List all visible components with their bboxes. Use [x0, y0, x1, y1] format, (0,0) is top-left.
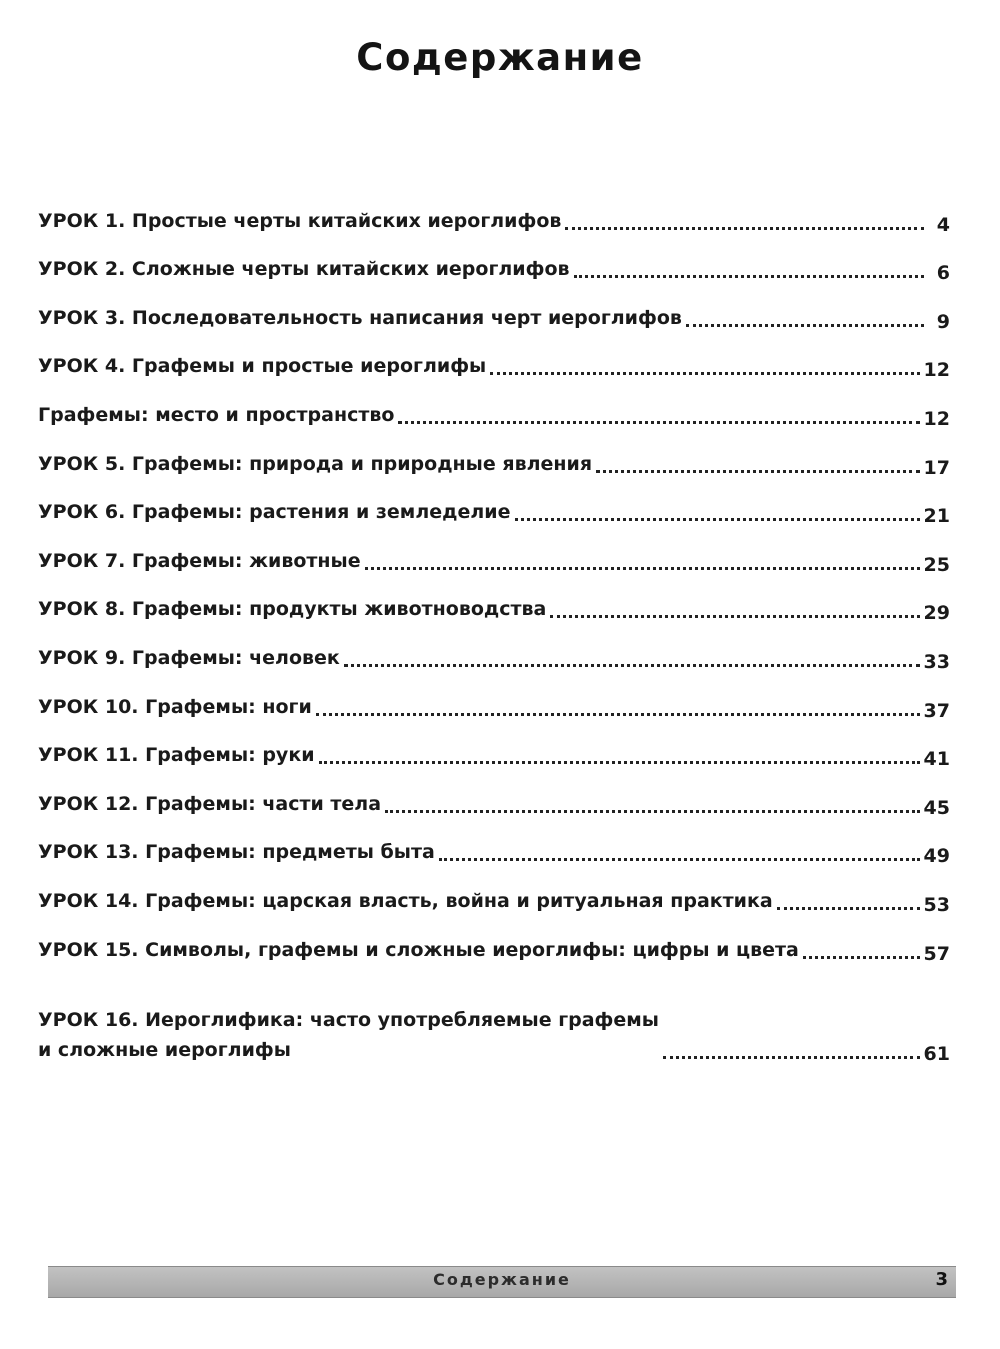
toc-entry	[38, 584, 950, 633]
toc-entry-title-line1: УРОК 16. Иероглифика: часто употребляемые графемы	[38, 1008, 659, 1031]
leader-dots	[574, 275, 924, 278]
table-of-contents	[38, 195, 950, 1069]
toc-entry-title: УРОК 10. Графемы: ноги	[38, 695, 312, 718]
footer-section-title: Содержание	[433, 1270, 571, 1289]
leader-dots	[686, 324, 924, 327]
toc-entry-title: УРОК 8. Графемы: продукты животноводства	[38, 598, 547, 621]
toc-entry-title: Графемы: место и пространство	[38, 403, 395, 426]
toc-entry-title	[38, 1005, 659, 1065]
toc-entry-title: УРОК 2. Сложные черты китайских иероглифов	[38, 258, 570, 281]
toc-entry-title: УРОК 1. Простые черты китайских иероглифов	[38, 209, 562, 232]
toc-entry-page: 53	[923, 893, 950, 916]
toc-entry-title-line2: и сложные иероглифы	[38, 1038, 291, 1061]
toc-entry-title: УРОК 4. Графемы и простые иероглифы	[38, 355, 487, 378]
toc-entry	[38, 292, 950, 341]
running-footer	[48, 1266, 956, 1298]
toc-entry-page: 17	[923, 456, 950, 479]
toc-entry	[38, 875, 950, 924]
toc-entry-page: 12	[923, 359, 950, 382]
page-number: 3	[935, 1269, 948, 1290]
toc-entry	[38, 632, 950, 681]
toc-entry-page: 61	[923, 1042, 950, 1065]
toc-entry-page: 37	[923, 699, 950, 722]
leader-dots	[663, 1056, 920, 1059]
toc-entry	[38, 389, 950, 438]
toc-entry-title: УРОК 12. Графемы: части тела	[38, 792, 382, 815]
toc-entry	[38, 924, 950, 973]
toc-entry-title: УРОК 6. Графемы: растения и земледелие	[38, 501, 511, 524]
leader-dots	[777, 907, 920, 910]
toc-entry-page: 6	[936, 262, 950, 285]
leader-dots	[316, 713, 920, 716]
toc-entry-title: УРОК 11. Графемы: руки	[38, 744, 315, 767]
page-title: Содержание	[356, 36, 644, 79]
toc-entry-page: 49	[923, 845, 950, 868]
leader-dots	[515, 518, 920, 521]
toc-entry	[38, 244, 950, 293]
toc-entry-title: УРОК 15. Символы, графемы и сложные иероглифы: цифры и цвета	[38, 938, 799, 961]
leader-dots	[344, 664, 920, 667]
toc-entry	[38, 535, 950, 584]
leader-dots	[596, 470, 920, 473]
leader-dots	[365, 567, 920, 570]
toc-entry-title: УРОК 14. Графемы: царская власть, война и ритуальная практика	[38, 889, 773, 912]
toc-entry-title: УРОК 9. Графемы: человек	[38, 646, 340, 669]
leader-dots	[565, 227, 924, 230]
leader-dots	[319, 761, 920, 764]
toc-entry-page: 12	[923, 407, 950, 430]
toc-entry-title: УРОК 7. Графемы: животные	[38, 549, 361, 572]
toc-entry-page: 25	[923, 553, 950, 576]
toc-entry	[38, 681, 950, 730]
toc-entry-page: 29	[923, 602, 950, 625]
toc-entry-page: 4	[936, 213, 950, 236]
toc-entry-page: 57	[923, 942, 950, 965]
toc-entry-page: 9	[936, 310, 950, 333]
toc-entry-title: УРОК 3. Последовательность написания черт иероглифов	[38, 306, 682, 329]
toc-entry-page: 33	[923, 650, 950, 673]
toc-entry	[38, 979, 950, 1069]
toc-entry	[38, 341, 950, 390]
leader-dots	[398, 421, 919, 424]
toc-entry	[38, 778, 950, 827]
toc-entry	[38, 827, 950, 876]
toc-entry	[38, 195, 950, 244]
toc-entry-page: 41	[923, 748, 950, 771]
toc-entry-page: 45	[923, 796, 950, 819]
toc-entry	[38, 730, 950, 779]
toc-entry-title: УРОК 13. Графемы: предметы быта	[38, 841, 435, 864]
leader-dots	[550, 615, 919, 618]
toc-entry-page: 21	[923, 505, 950, 528]
toc-entry	[38, 487, 950, 536]
toc-entry-title: УРОК 5. Графемы: природа и природные явления	[38, 452, 593, 475]
leader-dots	[385, 810, 920, 813]
leader-dots	[490, 372, 919, 375]
toc-entry	[38, 438, 950, 487]
leader-dots	[439, 858, 920, 861]
leader-dots	[803, 956, 920, 959]
